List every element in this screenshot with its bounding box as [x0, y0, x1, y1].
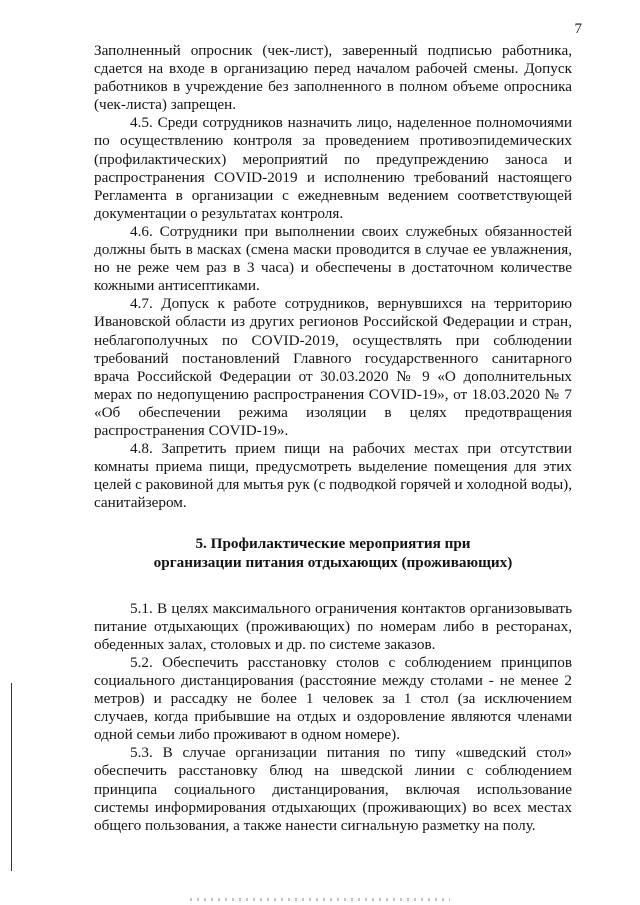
paragraph-4-7: 4.7. Допуск к работе сотрудников, вернувшихся на территорию Ивановской области из других регионов Российской Федерации и стран, неблагополучных по COVID-2019, осуществлять при соблюдении требований постановлений Главного государственного санитарного врача Российской Федерации от 30.03.2020 № 9 «О дополнительных мерах по недопущению распространения COVID-19», от 18.03.2020 № 7 «Об обеспечении режима изоляции в целях предотвращения распространения COVID-19».	[94, 295, 572, 439]
paragraph-4-5: 4.5. Среди сотрудников назначить лицо, наделенное полномочиями по осуществлению контроля за проведением противоэпидемических (профилактических) мероприятий по предупреждению заноса и распространения COVID-2019 и исполнению требований настоящего Регламента в организации с ежедневным ведением соответствующей документации о результатах контроля.	[94, 114, 572, 222]
paragraphs-top	[94, 42, 572, 512]
paragraph-5-2: 5.2. Обеспечить расстановку столов с соблюдением принципов социального дистанцирования (расстояние между столами - не менее 2 метров) и рассадку не более 1 человек за 1 стол (за исключением случаев, когда прибывшие на отдых и оздоровление являются членами одной семьи либо проживают в одном номере).	[94, 653, 572, 744]
paragraph-5-3: 5.3. В случае организации питания по типу «шведский стол» обеспечить расстановку блюд на шведской линии с соблюдением принципа социального дистанцирования, включая использование системы информирования отдыхающих (проживающих) во всех местах общего пользования, а также нанести сигнальную разметку на полу.	[94, 744, 572, 834]
section-heading-line-1: 5. Профилактические мероприятия при	[195, 535, 471, 553]
section-heading-line-2: организации питания отдыхающих (проживающих)	[153, 553, 513, 571]
paragraph-4-8: 4.8. Запретить прием пищи на рабочих местах при отсутствии комнаты приема пищи, предусмотреть выделение помещения для этих целей с раковиной для мытья рук (с подводкой горячей и холодной воды), санитайзером.	[94, 440, 573, 512]
paragraph-5-1: 5.1. В целях максимального ограничения контактов организовывать питание отдыхающих (проживающих) по номерам либо в ресторанах, обеденных залах, столовых и др. по системе заказов.	[94, 599, 572, 653]
paragraph-4-6: 4.6. Сотрудники при выполнении своих служебных обязанностей должны быть в масках (смена маски проводится в случае ее увлажнения, но не реже чем раз в 3 часа) и обеспечены в достаточном количестве кожными антисептиками.	[94, 222, 572, 295]
section-heading	[94, 535, 572, 571]
document-body	[94, 42, 572, 835]
scan-artifact-dots	[190, 898, 450, 901]
paragraph-intro: Заполненный опросник (чек-лист), заверенный подписью работника, сдается на входе в организацию перед началом рабочей смены. Допуск работников в учреждение без заполненного в полном объеме опросника (чек-листа) запрещен.	[94, 42, 572, 114]
page-number: 7	[574, 21, 582, 37]
scan-margin-line	[11, 683, 12, 871]
paragraphs-bottom	[94, 600, 572, 835]
